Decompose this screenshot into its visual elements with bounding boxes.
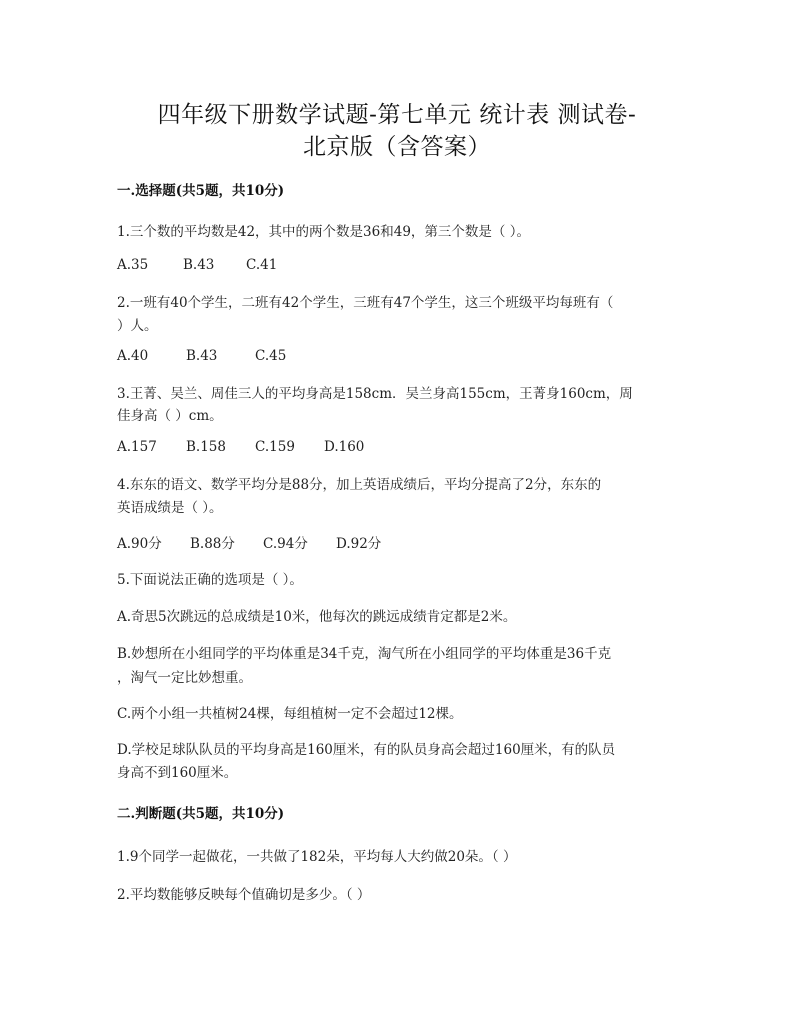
question-5-option-b-line2: ，淘气一定比妙想重。: [117, 670, 252, 686]
question-5-option-c: C.两个小组一共植树24棵，每组植树一定不会超过12棵。: [117, 706, 463, 722]
question-4-options: [117, 532, 381, 552]
question-3-line1: 3.王菁、吴兰、周佳三人的平均身高是158cm．吴兰身高155cm，王菁身160cm，周: [117, 386, 633, 402]
option-c: C.45: [255, 348, 287, 364]
judgement-question-2: 2.平均数能够反映每个值确切是多少。（ ）: [117, 887, 371, 903]
question-4-line2: 英语成绩是（ ）。: [117, 500, 223, 516]
judgement-question-1: 1.9个同学一起做花，一共做了182朵，平均每人大约做20朵。（ ）: [117, 849, 517, 865]
option-b: B.158: [186, 439, 226, 455]
option-d: D.160: [324, 439, 365, 455]
option-a: A.157: [117, 439, 157, 455]
question-5-option-b-line1: B.妙想所在小组同学的平均体重是34千克，淘气所在小组同学的平均体重是36千克: [117, 646, 612, 662]
option-b: B.43: [186, 348, 218, 364]
option-c: C.159: [255, 439, 295, 455]
document-title-line2: 北京版（含答案）: [303, 134, 491, 160]
option-d: D.92分: [336, 536, 382, 552]
question-3-line2: 佳身高（ ）cm。: [117, 408, 223, 424]
option-b: B.43: [183, 257, 215, 273]
question-1-options: [117, 257, 277, 273]
question-4-line1: 4.东东的语文、数学平均分是88分，加上英语成绩后，平均分提高了2分，东东的: [117, 477, 602, 493]
section-heading-judgement: 二.判断题(共5题，共10分): [117, 806, 285, 822]
question-5-option-d-line2: 身高不到160厘米。: [117, 765, 238, 781]
document-title-line1: 四年级下册数学试题-第七单元 统计表 测试卷-: [157, 102, 637, 128]
question-1-text: 1.三个数的平均数是42，其中的两个数是36和49，第三个数是（ ）。: [117, 224, 530, 240]
question-3-options: [117, 439, 364, 455]
option-a: A.40: [117, 348, 149, 364]
option-b: B.88分: [190, 536, 235, 552]
section-heading-choice: 一.选择题(共5题，共10分): [117, 183, 285, 199]
question-2-line1: 2.一班有40个学生，二班有42个学生，三班有47个学生，这三个班级平均每班有（: [117, 295, 614, 311]
question-2-line2: ）人。: [117, 318, 158, 334]
option-a: A.35: [117, 257, 149, 273]
question-5-option-a: A.奇思5次跳远的总成绩是10米，他每次的跳远成绩肯定都是2米。: [117, 609, 517, 625]
question-2-options: [117, 348, 286, 364]
option-c: C.94分: [263, 536, 308, 552]
question-5-text: 5.下面说法正确的选项是（ ）。: [117, 572, 303, 588]
option-c: C.41: [246, 257, 278, 273]
question-5-option-d-line1: D.学校足球队队员的平均身高是160厘米，有的队员身高会超过160厘米，有的队员: [117, 742, 616, 758]
option-a: A.90分: [117, 536, 162, 552]
